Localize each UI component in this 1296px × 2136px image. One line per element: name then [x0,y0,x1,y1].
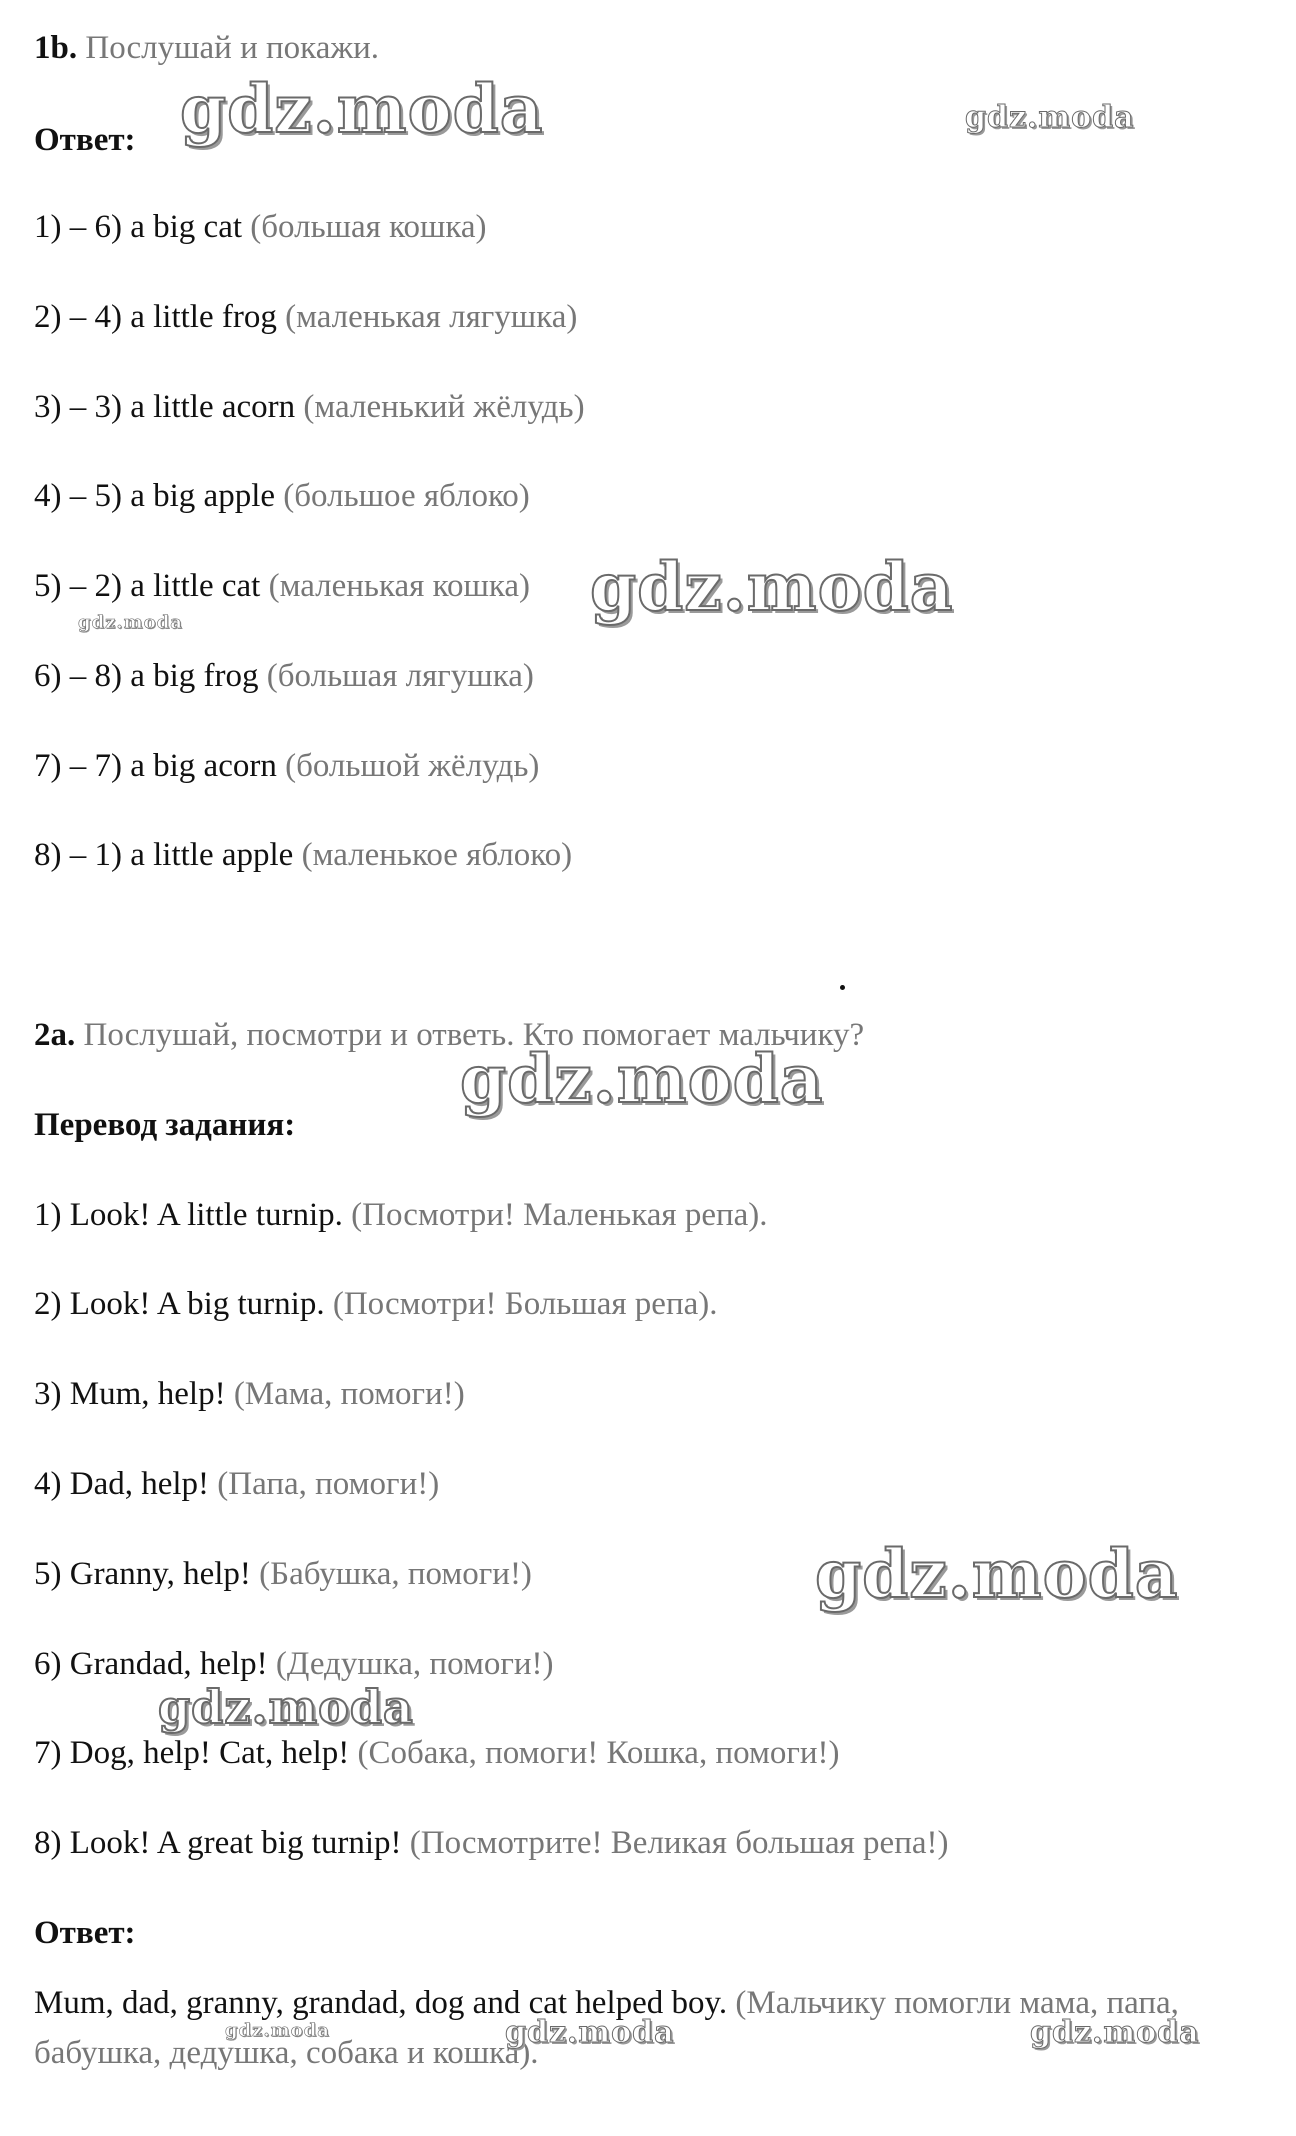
watermark-logo: gdz.moda [158,1680,414,1734]
answer-item: 8) – 1) a little apple (маленькое яблоко) [34,837,573,873]
watermark-logo: gdz.moda [1030,2015,1200,2050]
answer-label: Ответ: [34,122,136,158]
translation-item: 6) Grandad, help! (Дедушка, помоги!) [34,1646,554,1682]
answer-item: 5) – 2) a little cat (маленькая кошка) [34,568,531,604]
answer-item: 7) – 7) a big acorn (большой жёлудь) [34,748,540,784]
answer-item: 2) – 4) a little frog (маленькая лягушка) [34,299,578,335]
watermark-logo: gdz.moda [78,612,183,633]
translation-item: 8) Look! A great big turnip! (Посмотрите! Великая большая репа!) [34,1825,949,1861]
translation-label: Перевод задания: [34,1107,296,1143]
translation-item: 4) Dad, help! (Папа, помоги!) [34,1466,440,1502]
watermark-logo: gdz.moda [505,2015,675,2050]
translation-item: 5) Granny, help! (Бабушка, помоги!) [34,1556,532,1592]
task-number: 1b. [34,30,78,66]
task-instruction: Послушай и покажи. [85,30,380,66]
answer-item: 3) – 3) a little acorn (маленький жёлудь) [34,389,585,425]
translation-item: 1) Look! A little turnip. (Посмотри! Маленькая репа). [34,1197,768,1233]
task-number: 2a. [34,1017,76,1053]
watermark-logo: gdz.moda [180,70,544,148]
task-1b-heading [34,28,379,68]
translation-item: 7) Dog, help! Cat, help! (Собака, помоги! Кошка, помоги!) [34,1735,840,1771]
watermark-logo: gdz.moda [460,1040,824,1118]
watermark-logo: gdz.moda [225,2020,330,2041]
watermark-logo: gdz.moda [590,548,954,626]
translation-item: 2) Look! A big turnip. (Посмотри! Большая репа). [34,1286,718,1322]
answer-item: 4) – 5) a big apple (большое яблоко) [34,478,530,514]
watermark-logo: gdz.moda [815,1535,1179,1613]
watermark-logo: gdz.moda [965,100,1135,135]
answer-item: 1) – 6) a big cat (большая кошка) [34,209,487,245]
stray-dot [840,985,845,990]
answer-label: Ответ: [34,1915,136,1951]
answer-text-en: Mum, dad, granny, grandad, dog and cat helped boy. [34,1985,728,2021]
answer-text-ru: (Мальчику помогли мама, папа, бабушка, дедушка, собака и кошка). [34,1985,1179,2071]
translation-item: 3) Mum, help! (Мама, помоги!) [34,1376,465,1412]
task-instruction: Послушай, посмотри и ответь. Кто помогает мальчику? [83,1017,865,1053]
answer-item: 6) – 8) a big frog (большая лягушка) [34,658,534,694]
